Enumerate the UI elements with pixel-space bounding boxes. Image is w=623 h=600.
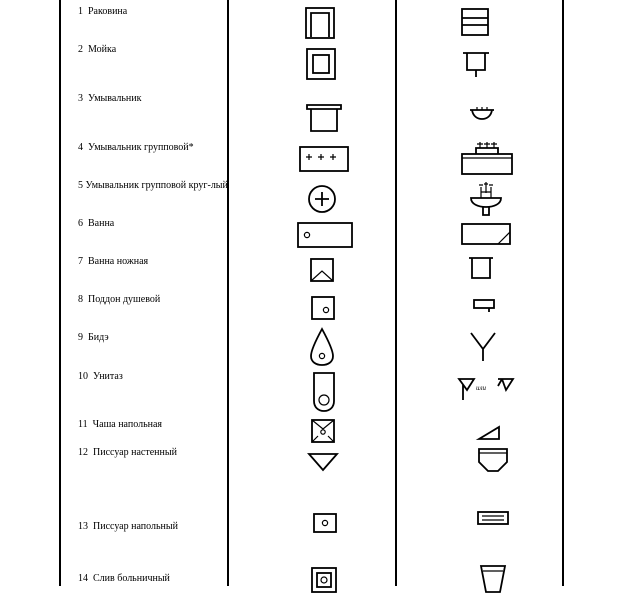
washbasin-plan-icon: [306, 104, 342, 132]
column-divider-left: [59, 0, 61, 586]
round-group-washbasin-plan-icon: [307, 184, 337, 214]
row-label-14: 14 Слив больничный: [78, 573, 170, 584]
row-label-6: 6 Ванна: [78, 218, 115, 229]
kitchen-sink-elevation-icon: [462, 52, 490, 78]
row-label-8: 8 Поддон душевой: [78, 294, 161, 305]
round-group-washbasin-elevation-icon: [469, 180, 503, 216]
row-label-9: 9 Бидэ: [78, 332, 109, 343]
washbasin-elevation-icon: [469, 106, 495, 120]
column-divider-middle: [227, 0, 229, 586]
bidet-elevation-icon: [470, 332, 496, 362]
bathtub-elevation-icon: [461, 223, 511, 245]
row-label-11: 11 Чаша напольная: [78, 419, 163, 430]
group-washbasin-plan-icon: [299, 146, 349, 172]
row-label-13: 13 Писсуар напольный: [78, 521, 178, 532]
hospital-drain-plan-icon: [311, 567, 337, 593]
shower-tray-plan-icon: [311, 296, 335, 320]
bathtub-plan-icon: [297, 222, 353, 248]
floor-bowl-plan-icon: [311, 419, 335, 443]
row-label-3: 3 Умывальник: [78, 93, 142, 104]
row-label-5: 5 Умывальник групповой круг-лый: [78, 180, 228, 191]
shower-tray-elevation-icon: [473, 299, 495, 313]
floor-urinal-plan-icon: [313, 513, 337, 533]
floor-urinal-elevation-icon: [477, 511, 509, 525]
sink-elevation-icon: [461, 8, 489, 36]
sink-plan-icon: [305, 7, 335, 39]
wall-urinal-plan-icon: [308, 453, 338, 471]
or-text: или: [476, 384, 487, 392]
foot-bath-plan-icon: [310, 258, 334, 282]
hospital-drain-elevation-icon: [480, 565, 506, 593]
kitchen-sink-plan-icon: [306, 48, 336, 80]
group-washbasin-elevation-icon: [461, 139, 513, 175]
column-divider-right: [562, 0, 564, 586]
row-label-7: 7 Ванна ножная: [78, 256, 149, 267]
row-label-12: 12 Писсуар настенный: [78, 447, 177, 458]
toilet-plan-icon: [313, 372, 335, 412]
row-label-10: 10 Унитаз: [78, 371, 123, 382]
column-divider-center: [395, 0, 397, 586]
row-label-1: 1 Раковина: [78, 6, 128, 17]
foot-bath-elevation-icon: [468, 257, 494, 279]
wall-urinal-elevation-icon: [478, 448, 508, 472]
toilet-elevation-icon: [458, 376, 514, 406]
row-label-4: 4 Умывальник групповой*: [78, 142, 194, 153]
bidet-plan-icon: [310, 328, 334, 366]
floor-bowl-elevation-icon: [478, 426, 500, 440]
row-label-2: 2 Мойка: [78, 44, 117, 55]
